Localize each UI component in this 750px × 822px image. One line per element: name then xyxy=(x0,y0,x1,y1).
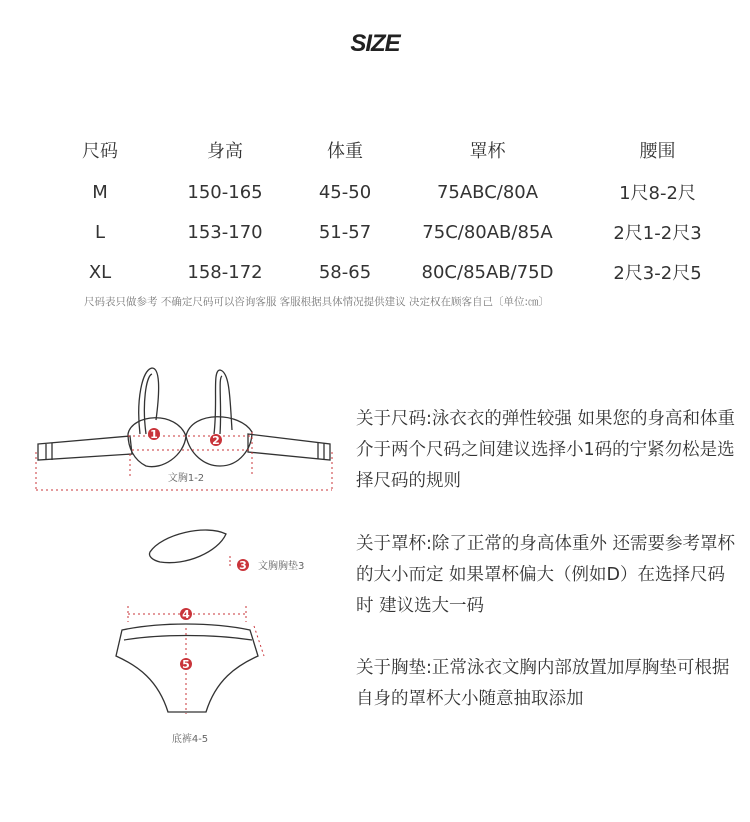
table-cell: 1尺8-2尺 xyxy=(619,183,696,204)
marker-1-label: 1 xyxy=(150,428,158,441)
table-row xyxy=(40,212,740,252)
size-table xyxy=(40,128,740,292)
table-cell: 80C/85AB/75D xyxy=(421,261,554,283)
pad-description xyxy=(356,653,736,715)
pad-illustration xyxy=(149,530,226,563)
brief-label: 底裤4-5 xyxy=(171,734,209,745)
table-cell: 45-50 xyxy=(318,181,372,203)
size-note: 尺码表只做参考 不确定尺码可以咨询客服 客服根据具体情况提供建议 决定权在顾客自己〔单位:㎝〕 xyxy=(84,296,550,308)
table-cell: XL xyxy=(88,261,112,283)
table-row xyxy=(40,172,740,212)
table-cell: 150-165 xyxy=(187,181,263,203)
table-cell: 58-65 xyxy=(318,261,372,283)
size-description-text: 关于尺码:泳衣衣的弹性较强 如果您的身高和体重 介于两个尺码之间建议选择小1码的宁紧勿松是选择尺码的规则 xyxy=(356,409,735,491)
header-cup: 罩杯 xyxy=(469,141,506,162)
cup-description-text: 关于罩杯:除了正常的身高体重外 还需要参考罩杯的大小而定 如果罩杯偏大（例如D）在选择尺码时 建议选大一码 xyxy=(356,534,735,616)
measurement-diagram xyxy=(0,330,340,760)
pad-label: 文胸胸垫3 xyxy=(258,561,305,572)
marker-2-label: 2 xyxy=(212,434,220,447)
table-cell: 2尺3-2尺5 xyxy=(613,263,702,284)
marker-3-label: 3 xyxy=(239,559,247,572)
brief-measure-lines xyxy=(128,606,264,714)
header-height: 身高 xyxy=(207,141,243,162)
page-title: SIZE xyxy=(350,30,400,57)
table-row xyxy=(40,252,740,292)
cup-description xyxy=(356,529,736,622)
marker-5-label: 5 xyxy=(182,658,190,671)
table-cell: M xyxy=(92,181,108,203)
header-size: 尺码 xyxy=(82,141,118,162)
bra-illustration xyxy=(38,368,330,467)
table-cell: 75ABC/80A xyxy=(436,181,539,203)
marker-4-label: 4 xyxy=(182,608,190,621)
table-cell: L xyxy=(94,221,106,243)
pad-description-text: 关于胸垫:正常泳衣文胸内部放置加厚胸垫可根据自身的罩杯大小随意抽取添加 xyxy=(356,658,730,709)
table-cell: 153-170 xyxy=(187,221,263,243)
table-header-row xyxy=(40,128,740,172)
table-cell: 2尺1-2尺3 xyxy=(613,223,702,244)
table-cell: 75C/80AB/85A xyxy=(422,221,553,243)
size-description xyxy=(356,404,736,497)
table-cell: 51-57 xyxy=(318,221,372,243)
table-cell: 158-172 xyxy=(187,261,263,283)
header-weight: 体重 xyxy=(327,141,363,162)
header-waist: 腰围 xyxy=(639,141,676,162)
bra-label: 文胸1-2 xyxy=(167,473,205,484)
